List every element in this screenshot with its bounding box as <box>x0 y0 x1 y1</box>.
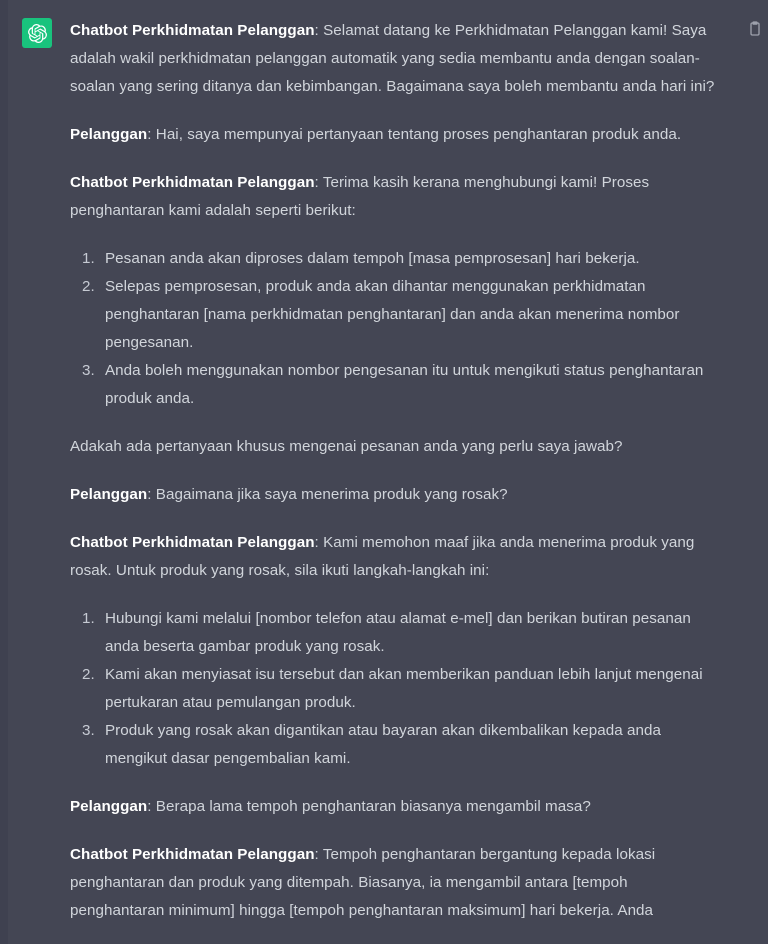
paragraph-text: Terima kasih kerana menghubungi kami! Proses penghantaran kami adalah seperti berikut: <box>70 174 650 219</box>
paragraph-text: Adakah ada pertanyaan khusus mengenai pesanan anda yang perlu saya jawab? <box>70 438 623 455</box>
speaker-separator: : <box>314 534 324 551</box>
paragraph <box>70 17 722 101</box>
paragraph <box>70 433 722 461</box>
paragraph-text: Kami memohon maaf jika anda menerima produk yang rosak. Untuk produk yang rosak, sila ikuti langkah-langkah ini: <box>70 534 695 579</box>
speaker-label: Chatbot Perkhidmatan Pelanggan <box>70 174 315 191</box>
avatar <box>22 18 52 48</box>
paragraph <box>70 841 722 925</box>
speaker-label: Pelanggan <box>70 126 148 143</box>
paragraph-text: Hai, saya mempunyai pertanyaan tentang proses penghantaran produk anda. <box>155 126 682 143</box>
ordered-list <box>70 605 722 773</box>
speaker-separator: : <box>314 846 323 863</box>
paragraph <box>70 121 722 149</box>
speaker-label: Chatbot Perkhidmatan Pelanggan <box>70 846 315 863</box>
paragraph-text: Selamat datang ke Perkhidmatan Pelanggan kami! Saya adalah wakil perkhidmatan pelanggan automatik yang sedia membantu anda dengan soalan-soalan yang sering ditanya dan kebimbangan. Bagaimana saya boleh membantu anda hari ini? <box>70 22 715 95</box>
speaker-label: Pelanggan <box>70 486 148 503</box>
speaker-separator: : <box>147 126 156 143</box>
openai-logo-icon <box>28 24 47 43</box>
message-content <box>70 16 768 925</box>
speaker-label: Chatbot Perkhidmatan Pelanggan <box>70 534 315 551</box>
ordered-list <box>70 245 722 413</box>
speaker-label: Pelanggan <box>70 798 148 815</box>
paragraph-text: Berapa lama tempoh penghantaran biasanya mengambil masa? <box>155 798 591 815</box>
paragraph <box>70 793 722 821</box>
assistant-message <box>8 0 768 925</box>
speaker-separator: : <box>314 22 324 39</box>
list-item: Pesanan anda akan diproses dalam tempoh [masa pemprosesan] hari bekerja. <box>105 250 640 267</box>
paragraph-text: Bagaimana jika saya menerima produk yang rosak? <box>155 486 508 503</box>
chat-viewport <box>8 0 768 944</box>
list-item: Selepas pemprosesan, produk anda akan dihantar menggunakan perkhidmatan penghantaran [nama perkhidmatan penghantaran] dan anda akan menerima nombor pengesanan. <box>105 278 680 351</box>
paragraph <box>70 529 722 585</box>
speaker-separator: : <box>147 486 156 503</box>
avatar-column <box>8 16 70 48</box>
list-item: Produk yang rosak akan digantikan atau bayaran akan dikembalikan kepada anda mengikut dasar pengembalian kami. <box>105 722 661 767</box>
clipboard-icon <box>747 21 763 40</box>
list-item: Kami akan menyiasat isu tersebut dan akan memberikan panduan lebih lanjut mengenai pertukaran atau pemulangan produk. <box>105 666 703 711</box>
list-item: Anda boleh menggunakan nombor pengesanan itu untuk mengikuti status penghantaran produk anda. <box>105 362 704 407</box>
paragraph <box>70 481 722 509</box>
speaker-label: Chatbot Perkhidmatan Pelanggan <box>70 22 315 39</box>
copy-message-button[interactable] <box>744 19 766 41</box>
paragraph <box>70 169 722 225</box>
paragraph-text: Tempoh penghantaran bergantung kepada lokasi penghantaran dan produk yang ditempah. Biasanya, ia mengambil antara [tempoh penghantaran minimum] hingga [tempoh penghantaran maksimum] hari bekerja. Anda <box>70 846 656 919</box>
list-item: Hubungi kami melalui [nombor telefon atau alamat e-mel] dan berikan butiran pesanan anda beserta gambar produk yang rosak. <box>105 610 691 655</box>
speaker-separator: : <box>147 798 156 815</box>
speaker-separator: : <box>314 174 323 191</box>
